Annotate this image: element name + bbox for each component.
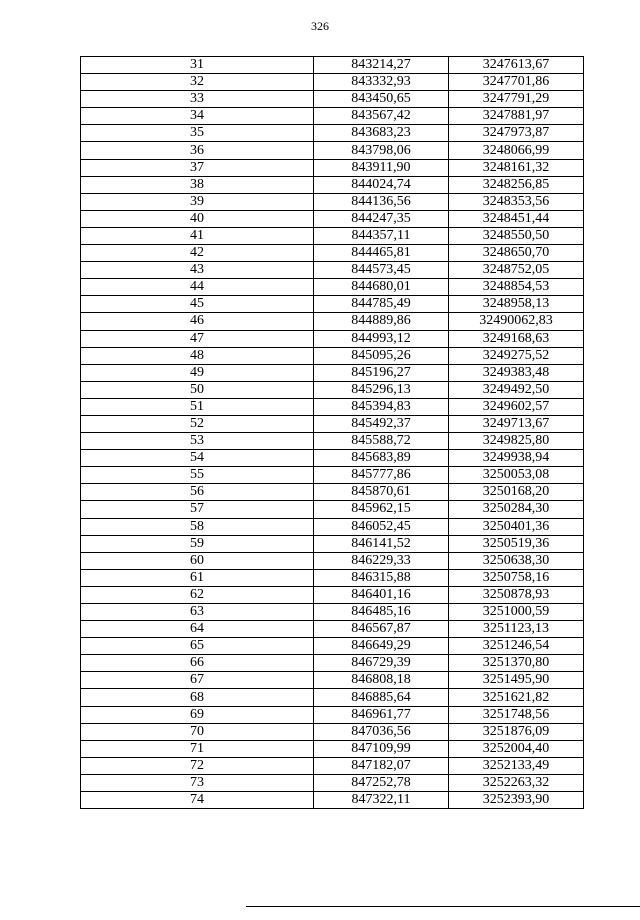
table-row — [81, 501, 584, 518]
point-number-cell: 71 — [81, 740, 314, 757]
point-number-cell: 31 — [81, 57, 314, 74]
x-coordinate-cell: 843683,23 — [314, 125, 449, 142]
table-row — [81, 774, 584, 791]
table-row — [81, 279, 584, 296]
x-coordinate-cell: 846485,16 — [314, 604, 449, 621]
y-coordinate-cell: 3251000,59 — [449, 604, 584, 621]
y-coordinate-cell: 3250878,93 — [449, 586, 584, 603]
y-coordinate-cell: 3250053,08 — [449, 467, 584, 484]
table-row — [81, 672, 584, 689]
x-coordinate-cell: 845777,86 — [314, 467, 449, 484]
point-number-cell: 50 — [81, 381, 314, 398]
table-row — [81, 108, 584, 125]
y-coordinate-cell: 3247701,86 — [449, 74, 584, 91]
table-row — [81, 467, 584, 484]
point-number-cell: 47 — [81, 330, 314, 347]
point-number-cell: 33 — [81, 91, 314, 108]
table-row — [81, 757, 584, 774]
x-coordinate-cell: 845095,26 — [314, 347, 449, 364]
point-number-cell: 62 — [81, 586, 314, 603]
point-number-cell: 53 — [81, 433, 314, 450]
point-number-cell: 58 — [81, 518, 314, 535]
point-number-cell: 74 — [81, 792, 314, 809]
x-coordinate-cell: 843798,06 — [314, 142, 449, 159]
x-coordinate-cell: 846649,29 — [314, 638, 449, 655]
x-coordinate-cell: 844889,86 — [314, 313, 449, 330]
point-number-cell: 69 — [81, 706, 314, 723]
y-coordinate-cell: 3248451,44 — [449, 210, 584, 227]
point-number-cell: 48 — [81, 347, 314, 364]
y-coordinate-cell: 3249168,63 — [449, 330, 584, 347]
x-coordinate-cell: 845492,37 — [314, 415, 449, 432]
x-coordinate-cell: 846141,52 — [314, 535, 449, 552]
table-row — [81, 723, 584, 740]
y-coordinate-cell: 3251876,09 — [449, 723, 584, 740]
point-number-cell: 70 — [81, 723, 314, 740]
table-row — [81, 347, 584, 364]
x-coordinate-cell: 846052,45 — [314, 518, 449, 535]
point-number-cell: 64 — [81, 621, 314, 638]
y-coordinate-cell: 3252133,49 — [449, 757, 584, 774]
point-number-cell: 36 — [81, 142, 314, 159]
table-row — [81, 296, 584, 313]
x-coordinate-cell: 846808,18 — [314, 672, 449, 689]
table-row — [81, 193, 584, 210]
point-number-cell: 32 — [81, 74, 314, 91]
table-row — [81, 74, 584, 91]
x-coordinate-cell: 845962,15 — [314, 501, 449, 518]
y-coordinate-cell: 3251123,13 — [449, 621, 584, 638]
table-row — [81, 313, 584, 330]
x-coordinate-cell: 845196,27 — [314, 364, 449, 381]
table-row — [81, 706, 584, 723]
y-coordinate-cell: 3249825,80 — [449, 433, 584, 450]
table-row — [81, 262, 584, 279]
point-number-cell: 61 — [81, 569, 314, 586]
table-row — [81, 227, 584, 244]
y-coordinate-cell: 3247791,29 — [449, 91, 584, 108]
point-number-cell: 66 — [81, 655, 314, 672]
y-coordinate-cell: 3250519,36 — [449, 535, 584, 552]
point-number-cell: 41 — [81, 227, 314, 244]
y-coordinate-cell: 3252004,40 — [449, 740, 584, 757]
table-row — [81, 398, 584, 415]
x-coordinate-cell: 846885,64 — [314, 689, 449, 706]
point-number-cell: 54 — [81, 450, 314, 467]
x-coordinate-cell: 844573,45 — [314, 262, 449, 279]
point-number-cell: 34 — [81, 108, 314, 125]
x-coordinate-cell: 846229,33 — [314, 552, 449, 569]
x-coordinate-cell: 844357,11 — [314, 227, 449, 244]
y-coordinate-cell: 3249492,50 — [449, 381, 584, 398]
table-row — [81, 433, 584, 450]
table-row — [81, 569, 584, 586]
point-number-cell: 59 — [81, 535, 314, 552]
x-coordinate-cell: 845588,72 — [314, 433, 449, 450]
table-row — [81, 159, 584, 176]
table-row — [81, 415, 584, 432]
y-coordinate-cell: 3251246,54 — [449, 638, 584, 655]
y-coordinate-cell: 3247881,97 — [449, 108, 584, 125]
table-row — [81, 484, 584, 501]
point-number-cell: 67 — [81, 672, 314, 689]
point-number-cell: 45 — [81, 296, 314, 313]
table-row — [81, 552, 584, 569]
table-row — [81, 655, 584, 672]
x-coordinate-cell: 843911,90 — [314, 159, 449, 176]
y-coordinate-cell: 3250168,20 — [449, 484, 584, 501]
point-number-cell: 49 — [81, 364, 314, 381]
point-number-cell: 68 — [81, 689, 314, 706]
y-coordinate-cell: 3248066,99 — [449, 142, 584, 159]
x-coordinate-cell: 846729,39 — [314, 655, 449, 672]
x-coordinate-cell: 847322,11 — [314, 792, 449, 809]
table-row — [81, 689, 584, 706]
y-coordinate-cell: 3248752,05 — [449, 262, 584, 279]
point-number-cell: 42 — [81, 245, 314, 262]
table-row — [81, 176, 584, 193]
x-coordinate-cell: 845296,13 — [314, 381, 449, 398]
table-row — [81, 535, 584, 552]
y-coordinate-cell: 3249383,48 — [449, 364, 584, 381]
x-coordinate-cell: 844247,35 — [314, 210, 449, 227]
point-number-cell: 40 — [81, 210, 314, 227]
point-number-cell: 56 — [81, 484, 314, 501]
point-number-cell: 39 — [81, 193, 314, 210]
point-number-cell: 52 — [81, 415, 314, 432]
y-coordinate-cell: 3252263,32 — [449, 774, 584, 791]
y-coordinate-cell: 3251748,56 — [449, 706, 584, 723]
x-coordinate-cell: 847109,99 — [314, 740, 449, 757]
point-number-cell: 51 — [81, 398, 314, 415]
y-coordinate-cell: 3248550,50 — [449, 227, 584, 244]
y-coordinate-cell: 3247973,87 — [449, 125, 584, 142]
point-number-cell: 38 — [81, 176, 314, 193]
coordinates-table — [80, 56, 584, 809]
x-coordinate-cell: 846315,88 — [314, 569, 449, 586]
table-row — [81, 586, 584, 603]
table-row — [81, 91, 584, 108]
y-coordinate-cell: 3249602,57 — [449, 398, 584, 415]
table-row — [81, 740, 584, 757]
y-coordinate-cell: 3248650,70 — [449, 245, 584, 262]
y-coordinate-cell: 3250758,16 — [449, 569, 584, 586]
table-row — [81, 210, 584, 227]
y-coordinate-cell: 3250638,30 — [449, 552, 584, 569]
point-number-cell: 37 — [81, 159, 314, 176]
table-row — [81, 638, 584, 655]
table-row — [81, 381, 584, 398]
coordinates-table-body — [81, 57, 584, 809]
table-row — [81, 604, 584, 621]
x-coordinate-cell: 843332,93 — [314, 74, 449, 91]
y-coordinate-cell: 3248256,85 — [449, 176, 584, 193]
x-coordinate-cell: 845683,89 — [314, 450, 449, 467]
point-number-cell: 55 — [81, 467, 314, 484]
point-number-cell: 35 — [81, 125, 314, 142]
y-coordinate-cell: 3250284,30 — [449, 501, 584, 518]
table-row — [81, 125, 584, 142]
footer-rule — [246, 906, 640, 907]
point-number-cell: 73 — [81, 774, 314, 791]
table-row — [81, 364, 584, 381]
x-coordinate-cell: 843450,65 — [314, 91, 449, 108]
x-coordinate-cell: 844024,74 — [314, 176, 449, 193]
x-coordinate-cell: 843214,27 — [314, 57, 449, 74]
y-coordinate-cell: 3249713,67 — [449, 415, 584, 432]
table-row — [81, 245, 584, 262]
x-coordinate-cell: 844785,49 — [314, 296, 449, 313]
x-coordinate-cell: 847036,56 — [314, 723, 449, 740]
y-coordinate-cell: 3251370,80 — [449, 655, 584, 672]
x-coordinate-cell: 845394,83 — [314, 398, 449, 415]
y-coordinate-cell: 32490062,83 — [449, 313, 584, 330]
table-row — [81, 518, 584, 535]
y-coordinate-cell: 3249275,52 — [449, 347, 584, 364]
point-number-cell: 46 — [81, 313, 314, 330]
table-row — [81, 792, 584, 809]
x-coordinate-cell: 843567,42 — [314, 108, 449, 125]
point-number-cell: 60 — [81, 552, 314, 569]
table-row — [81, 57, 584, 74]
y-coordinate-cell: 3252393,90 — [449, 792, 584, 809]
table-row — [81, 450, 584, 467]
point-number-cell: 57 — [81, 501, 314, 518]
page-number: 326 — [311, 19, 329, 33]
y-coordinate-cell: 3248353,56 — [449, 193, 584, 210]
x-coordinate-cell: 844680,01 — [314, 279, 449, 296]
x-coordinate-cell: 845870,61 — [314, 484, 449, 501]
y-coordinate-cell: 3247613,67 — [449, 57, 584, 74]
x-coordinate-cell: 844136,56 — [314, 193, 449, 210]
table-row — [81, 330, 584, 347]
x-coordinate-cell: 847252,78 — [314, 774, 449, 791]
table-row — [81, 621, 584, 638]
table-row — [81, 142, 584, 159]
point-number-cell: 65 — [81, 638, 314, 655]
point-number-cell: 72 — [81, 757, 314, 774]
x-coordinate-cell: 847182,07 — [314, 757, 449, 774]
x-coordinate-cell: 846961,77 — [314, 706, 449, 723]
y-coordinate-cell: 3248161,32 — [449, 159, 584, 176]
y-coordinate-cell: 3248958,13 — [449, 296, 584, 313]
y-coordinate-cell: 3250401,36 — [449, 518, 584, 535]
point-number-cell: 63 — [81, 604, 314, 621]
x-coordinate-cell: 844993,12 — [314, 330, 449, 347]
point-number-cell: 44 — [81, 279, 314, 296]
x-coordinate-cell: 846567,87 — [314, 621, 449, 638]
x-coordinate-cell: 846401,16 — [314, 586, 449, 603]
point-number-cell: 43 — [81, 262, 314, 279]
y-coordinate-cell: 3251621,82 — [449, 689, 584, 706]
y-coordinate-cell: 3248854,53 — [449, 279, 584, 296]
y-coordinate-cell: 3251495,90 — [449, 672, 584, 689]
y-coordinate-cell: 3249938,94 — [449, 450, 584, 467]
x-coordinate-cell: 844465,81 — [314, 245, 449, 262]
